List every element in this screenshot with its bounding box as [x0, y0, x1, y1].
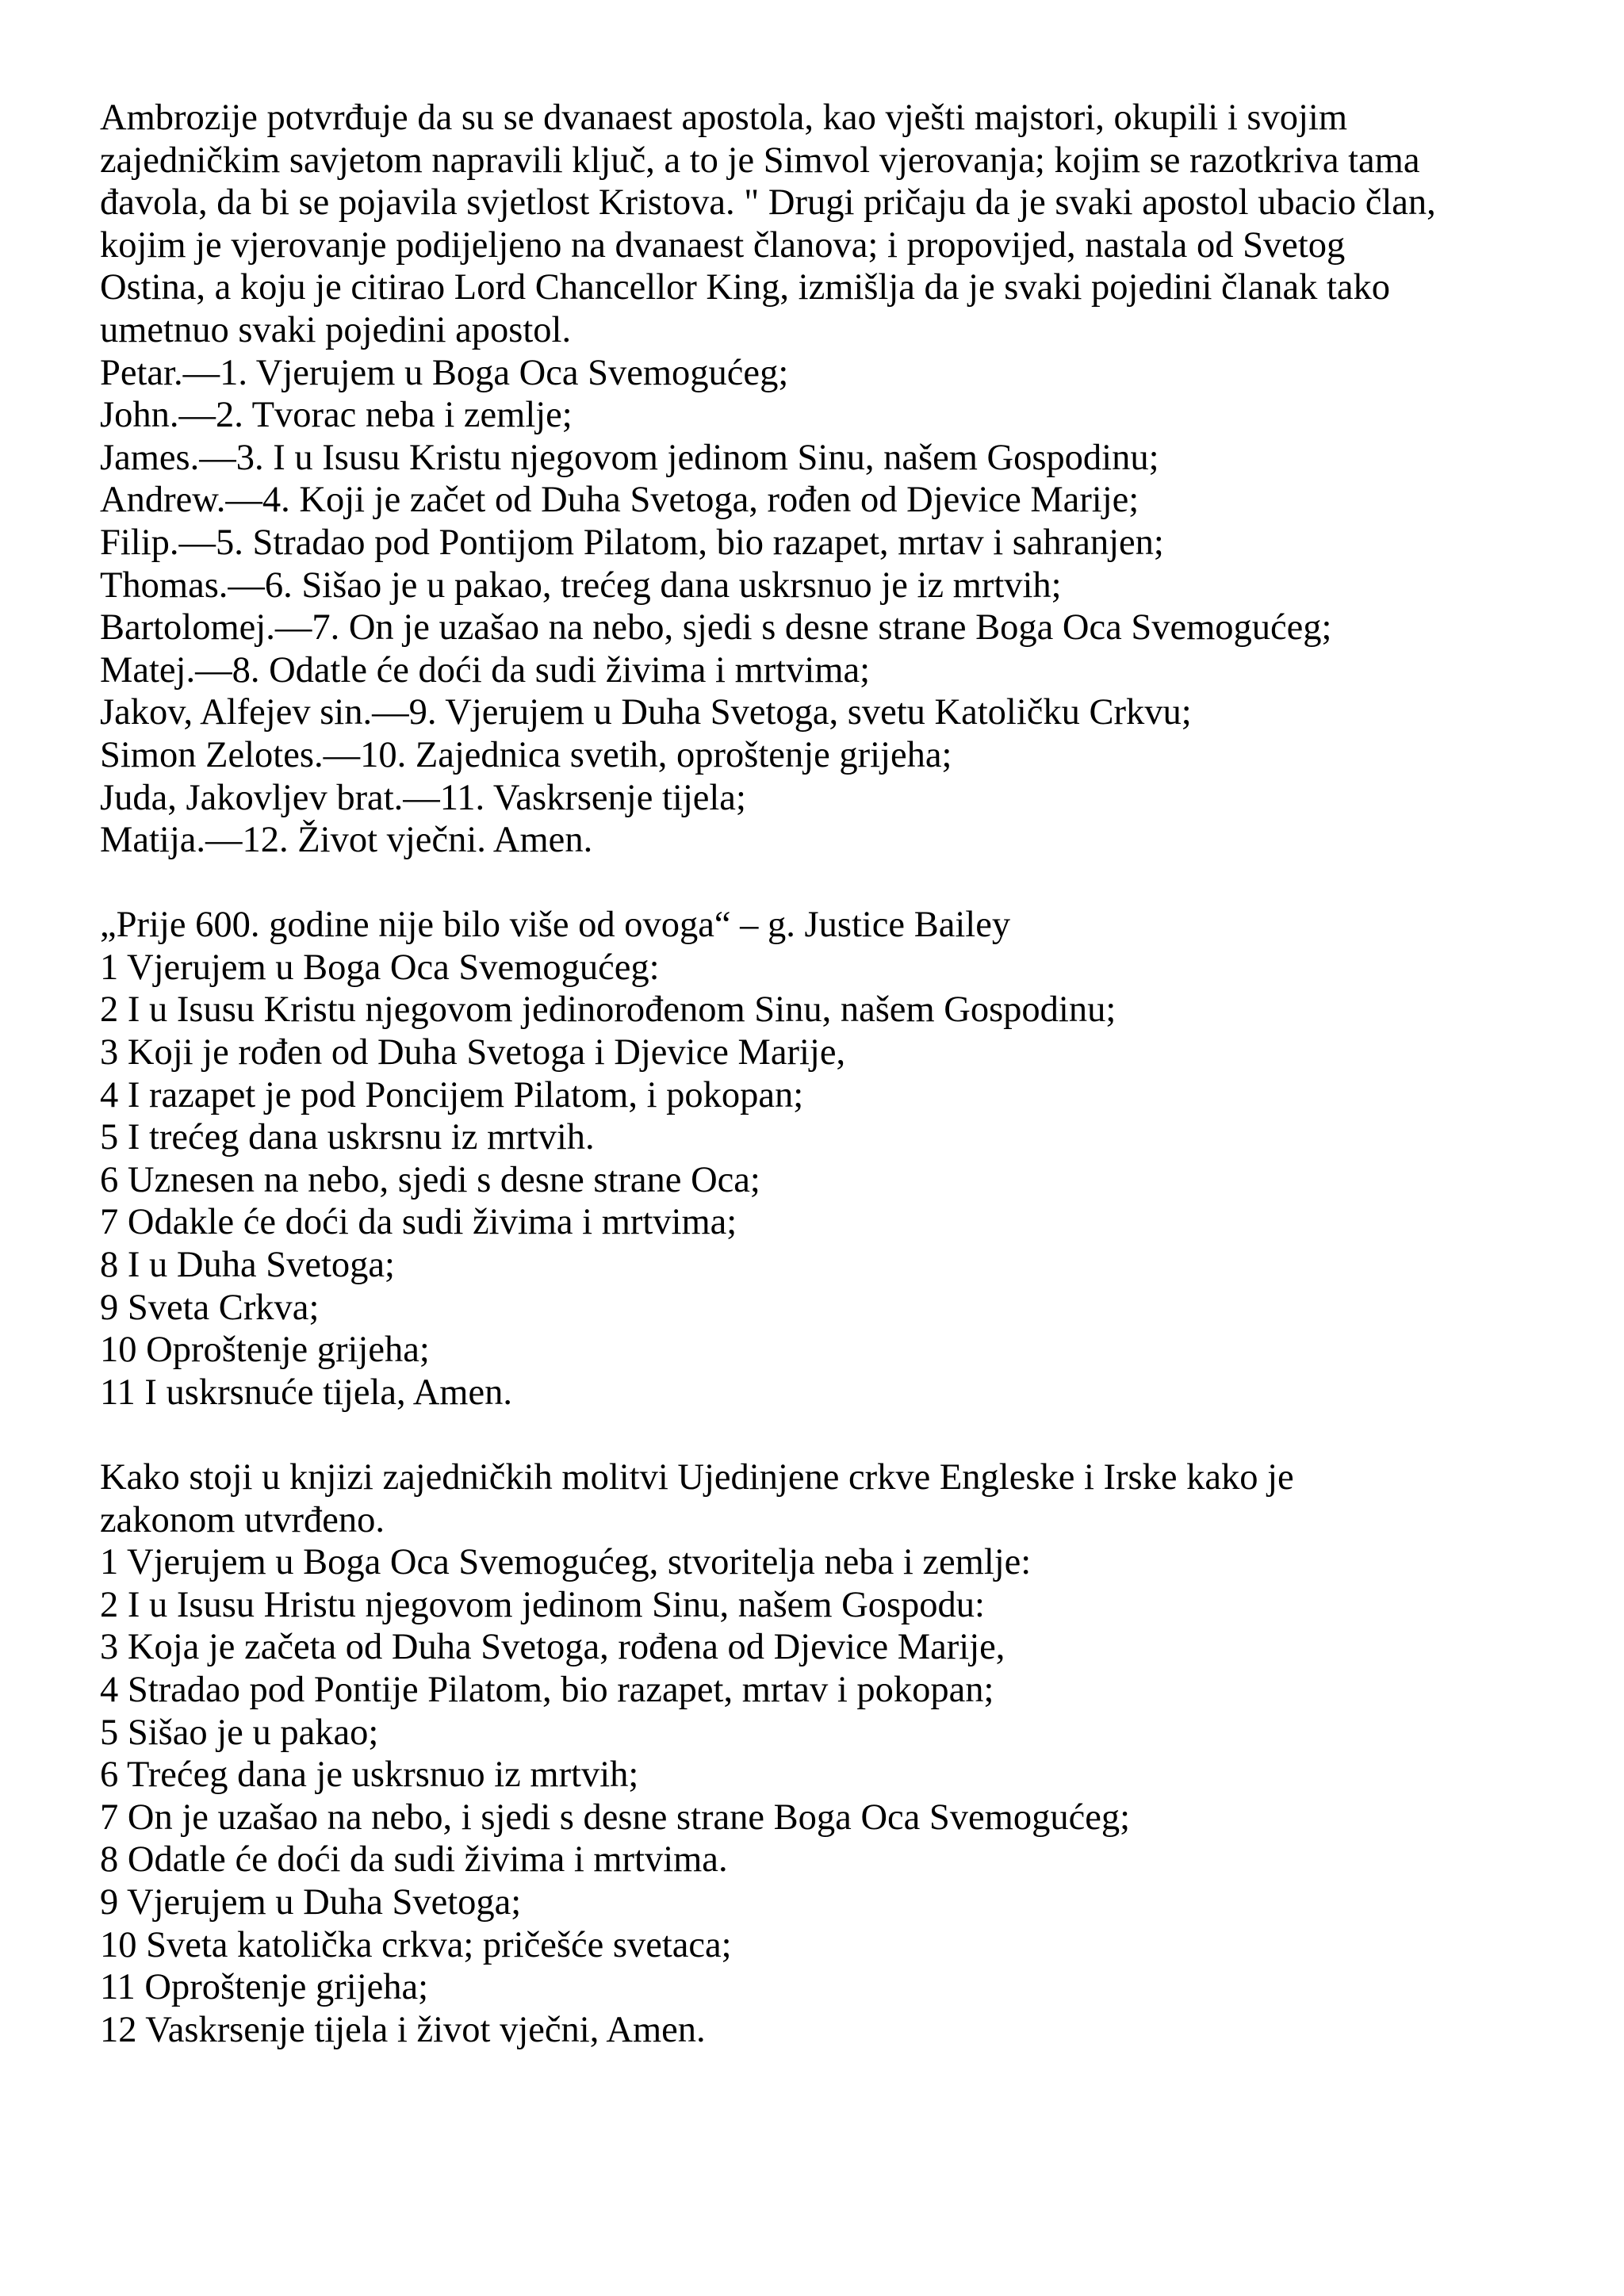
common-prayer-line: 10 Sveta katolička crkva; pričešće svetaca;: [100, 1924, 732, 1965]
common-prayer-line: 11 Oproštenje grijeha;: [100, 1967, 429, 2008]
apostle-article-line: Andrew.—4. Koji je začet od Duha Svetoga, rođen od Djevice Marije;: [100, 480, 1139, 521]
common-prayer-heading-line: zakonom utvrđeno.: [100, 1499, 385, 1540]
apostle-article-line: Thomas.—6. Sišao je u pakao, trećeg dana uskrsnuo je iz mrtvih;: [100, 564, 1062, 606]
old-creed-line: 11 I uskrsnuće tijela, Amen.: [100, 1372, 512, 1413]
old-creed-line: 6 Uznesen na nebo, sjedi s desne strane Oca;: [100, 1159, 760, 1200]
apostle-article-line: Matija.—12. Život vječni. Amen.: [100, 820, 593, 861]
common-prayer-line: 3 Koja je začeta od Duha Svetoga, rođena od Djevice Marije,: [100, 1627, 1005, 1668]
intro-paragraph-line: đavola, da bi se pojavila svjetlost Kristova. " Drugi pričaju da je svaki apostol ubacio član,: [100, 182, 1436, 224]
intro-paragraph-line: Ostina, a koju je citirao Lord Chancellor King, izmišlja da je svaki pojedini članak tako: [100, 267, 1391, 308]
intro-paragraph-line: zajedničkim savjetom napravili ključ, a to je Simvol vjerovanja; kojim se razotkriva tama: [100, 140, 1420, 181]
old-creed-line: 10 Oproštenje grijeha;: [100, 1330, 430, 1371]
intro-paragraph-line: kojim je vjerovanje podijeljeno na dvanaest članova; i propovijed, nastala od Svetog: [100, 224, 1346, 266]
common-prayer-line: 1 Vjerujem u Boga Oca Svemogućeg, stvoritelja neba i zemlje:: [100, 1542, 1032, 1583]
apostle-article-line: James.—3. I u Isusu Kristu njegovom jedinom Sinu, našem Gospodinu;: [100, 437, 1159, 478]
apostles-creed-section: [100, 97, 1545, 862]
apostle-article-line: Juda, Jakovljev brat.—11. Vaskrsenje tijela;: [100, 777, 746, 818]
intro-paragraph-line: umetnuo svaki pojedini apostol.: [100, 309, 572, 350]
apostle-article-line: Bartolomej.—7. On je uzašao na nebo, sjedi s desne strane Boga Oca Svemogućeg;: [100, 607, 1332, 649]
old-creed-line: 5 I trećeg dana uskrsnu iz mrtvih.: [100, 1117, 595, 1158]
old-creed-line: 9 Sveta Crkva;: [100, 1287, 320, 1328]
old-creed-line: 4 I razapet je pod Poncijem Pilatom, i pokopan;: [100, 1074, 804, 1115]
apostle-article-line: John.—2. Tvorac neba i zemlje;: [100, 395, 573, 436]
old-creed-heading: „Prije 600. godine nije bilo više od ovoga“ – g. Justice Bailey: [100, 905, 1011, 946]
old-creed-line: 3 Koji je rođen od Duha Svetoga i Djevice Marije,: [100, 1032, 846, 1073]
common-prayer-line: 7 On je uzašao na nebo, i sjedi s desne strane Boga Oca Svemogućeg;: [100, 1797, 1131, 1838]
apostle-article-line: Jakov, Alfejev sin.—9. Vjerujem u Duha Svetoga, svetu Katoličku Crkvu;: [100, 692, 1192, 733]
old-creed-line: 1 Vjerujem u Boga Oca Svemogućeg:: [100, 947, 660, 988]
apostle-article-line: Matej.—8. Odatle će doći da sudi živima i mrtvima;: [100, 649, 871, 691]
apostle-article-line: Filip.—5. Stradao pod Pontijom Pilatom, bio razapet, mrtav i sahranjen;: [100, 522, 1164, 563]
common-prayer-line: 5 Sišao je u pakao;: [100, 1712, 379, 1753]
common-prayer-line: 8 Odatle će doći da sudi živima i mrtvima.: [100, 1839, 728, 1881]
apostle-article-line: Simon Zelotes.—10. Zajednica svetih, oproštenje grijeha;: [100, 734, 952, 775]
apostle-article-line: Petar.—1. Vjerujem u Boga Oca Svemogućeg;: [100, 352, 789, 393]
common-prayer-line: 2 I u Isusu Hristu njegovom jedinom Sinu, našem Gospodu:: [100, 1584, 985, 1625]
old-creed-line: 7 Odakle će doći da sudi živima i mrtvima;: [100, 1202, 737, 1243]
intro-paragraph-line: Ambrozije potvrđuje da su se dvanaest apostola, kao vješti majstori, okupili i svojim: [100, 98, 1347, 138]
common-prayer-heading-line: Kako stoji u knjizi zajedničkih molitvi Ujedinjene crkve Engleske i Irske kako je: [100, 1457, 1294, 1498]
common-prayer-section: [100, 1456, 1545, 2051]
common-prayer-line: 9 Vjerujem u Duha Svetoga;: [100, 1881, 522, 1923]
old-creed-line: 2 I u Isusu Kristu njegovom jedinorođenom Sinu, našem Gospodinu;: [100, 989, 1116, 1031]
common-prayer-line: 6 Trećeg dana je uskrsnuo iz mrtvih;: [100, 1755, 639, 1796]
common-prayer-line: 12 Vaskrsenje tijela i život vječni, Amen.: [100, 2009, 706, 2050]
document-page: [100, 97, 1545, 2051]
common-prayer-line: 4 Stradao pod Pontije Pilatom, bio razapet, mrtav i pokopan;: [100, 1669, 994, 1710]
old-creed-line: 8 I u Duha Svetoga;: [100, 1245, 395, 1286]
old-creed-section: [100, 904, 1545, 1414]
